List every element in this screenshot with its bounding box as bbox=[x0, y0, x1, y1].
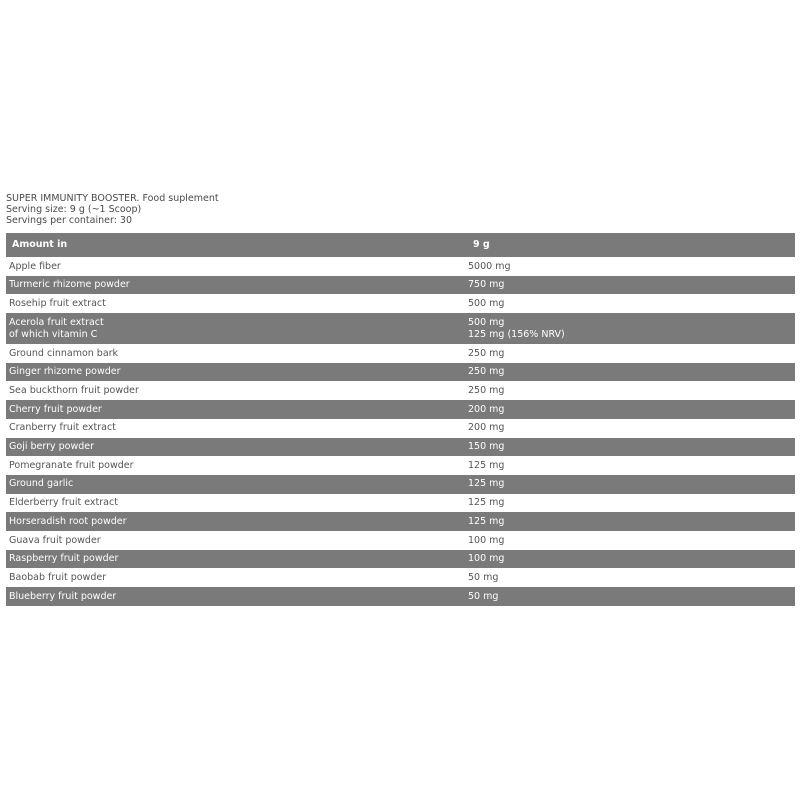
ingredient-name-line: Horseradish root powder bbox=[9, 515, 127, 527]
table-row bbox=[6, 344, 795, 363]
ingredient-name bbox=[6, 478, 465, 490]
ingredient-name bbox=[6, 385, 465, 397]
ingredient-name-line: Acerola fruit extract bbox=[9, 317, 104, 329]
ingredient-amount-line: 250 mg bbox=[468, 366, 505, 378]
serving-size: Serving size: 9 g (~1 Scoop) bbox=[6, 204, 142, 215]
header-serving-amount: 9 g bbox=[473, 239, 490, 251]
ingredient-amount bbox=[465, 478, 795, 490]
table-row bbox=[6, 568, 795, 587]
ingredient-amount-line: 125 mg bbox=[468, 515, 505, 527]
table-row bbox=[6, 475, 795, 494]
ingredient-amount bbox=[465, 385, 795, 397]
ingredient-name bbox=[6, 317, 465, 340]
ingredient-name-line: Goji berry powder bbox=[9, 441, 95, 453]
ingredient-name-line: Raspberry fruit powder bbox=[9, 553, 119, 565]
table-row bbox=[6, 438, 795, 457]
ingredient-amount bbox=[465, 366, 795, 378]
ingredient-name bbox=[6, 404, 465, 416]
ingredient-amount-line: 200 mg bbox=[468, 403, 505, 415]
ingredient-amount bbox=[465, 404, 795, 416]
ingredient-amount-line: 250 mg bbox=[468, 347, 505, 359]
ingredient-name bbox=[6, 366, 465, 378]
ingredient-name bbox=[6, 422, 465, 434]
ingredient-amount-line: 250 mg bbox=[468, 385, 505, 397]
ingredient-amount-line: 750 mg bbox=[468, 279, 505, 291]
ingredient-name-line: Guava fruit powder bbox=[9, 534, 101, 546]
table-row bbox=[6, 276, 795, 295]
ingredient-amount-line: 50 mg bbox=[468, 571, 499, 583]
ingredient-name-line: Pomegranate fruit powder bbox=[9, 459, 134, 471]
ingredient-name bbox=[6, 572, 465, 584]
ingredient-name bbox=[6, 460, 465, 472]
table-row bbox=[6, 294, 795, 313]
ingredient-amount-line: 500 mg bbox=[468, 317, 505, 329]
ingredient-name bbox=[6, 298, 465, 310]
ingredient-amount-line: 125 mg (156% NRV) bbox=[468, 328, 565, 340]
ingredient-name bbox=[6, 348, 465, 360]
ingredient-amount bbox=[465, 572, 795, 584]
ingredient-name-line: Blueberry fruit powder bbox=[9, 590, 117, 602]
ingredient-name-line: Sea buckthorn fruit powder bbox=[9, 385, 139, 397]
table-row bbox=[6, 587, 795, 606]
ingredient-amount bbox=[465, 441, 795, 453]
table-row bbox=[6, 456, 795, 475]
table-row bbox=[6, 550, 795, 569]
ingredient-amount-line: 125 mg bbox=[468, 497, 505, 509]
ingredient-amount bbox=[465, 261, 795, 273]
ingredient-amount-line: 125 mg bbox=[468, 459, 505, 471]
table-row bbox=[6, 512, 795, 531]
ingredient-name bbox=[6, 516, 465, 528]
ingredient-name-line: Cherry fruit powder bbox=[9, 403, 102, 415]
ingredient-amount-line: 50 mg bbox=[468, 590, 499, 602]
ingredient-amount-line: 150 mg bbox=[468, 441, 505, 453]
ingredient-amount bbox=[465, 497, 795, 509]
ingredient-name-line: Baobab fruit powder bbox=[9, 571, 107, 583]
product-intro bbox=[6, 193, 606, 226]
product-title: SUPER IMMUNITY BOOSTER. Food suplement bbox=[6, 193, 219, 204]
table-row bbox=[6, 257, 795, 276]
ingredient-amount-line: 200 mg bbox=[468, 422, 505, 434]
table-row bbox=[6, 531, 795, 550]
table-row bbox=[6, 494, 795, 513]
ingredient-name-line: Ginger rhizome powder bbox=[9, 366, 121, 378]
ingredient-name-line: of which vitamin C bbox=[9, 328, 98, 340]
ingredient-name bbox=[6, 497, 465, 509]
nutrition-table bbox=[6, 233, 795, 606]
ingredient-amount bbox=[465, 591, 795, 603]
ingredient-name-line: Ground cinnamon bark bbox=[9, 347, 119, 359]
ingredient-name bbox=[6, 535, 465, 547]
ingredient-amount bbox=[465, 422, 795, 434]
table-row bbox=[6, 419, 795, 438]
ingredient-amount bbox=[465, 298, 795, 310]
ingredient-amount bbox=[465, 460, 795, 472]
ingredient-amount bbox=[465, 279, 795, 291]
ingredient-amount bbox=[465, 516, 795, 528]
ingredient-name-line: Rosehip fruit extract bbox=[9, 297, 106, 309]
table-header-row bbox=[6, 233, 795, 257]
ingredient-amount bbox=[465, 348, 795, 360]
table-row bbox=[6, 363, 795, 382]
ingredient-amount bbox=[465, 553, 795, 565]
servings-per-container: Servings per container: 30 bbox=[6, 215, 133, 226]
table-body bbox=[6, 257, 795, 606]
ingredient-amount bbox=[465, 317, 795, 340]
ingredient-name-line: Ground garlic bbox=[9, 478, 74, 490]
ingredient-amount bbox=[465, 535, 795, 547]
ingredient-name bbox=[6, 441, 465, 453]
ingredient-amount-line: 5000 mg bbox=[468, 260, 511, 272]
ingredient-amount-line: 500 mg bbox=[468, 297, 505, 309]
ingredient-name-line: Turmeric rhizome powder bbox=[9, 279, 130, 291]
ingredient-name-line: Apple fiber bbox=[9, 260, 61, 272]
table-row bbox=[6, 313, 795, 344]
ingredient-name bbox=[6, 591, 465, 603]
ingredient-name bbox=[6, 279, 465, 291]
table-row bbox=[6, 400, 795, 419]
ingredient-name bbox=[6, 261, 465, 273]
ingredient-name-line: Elderberry fruit extract bbox=[9, 497, 118, 509]
header-amount-in: Amount in bbox=[12, 239, 68, 251]
ingredient-amount-line: 125 mg bbox=[468, 478, 505, 490]
ingredient-name-line: Cranberry fruit extract bbox=[9, 422, 116, 434]
ingredient-amount-line: 100 mg bbox=[468, 534, 505, 546]
ingredient-name bbox=[6, 553, 465, 565]
table-row bbox=[6, 381, 795, 400]
ingredient-amount-line: 100 mg bbox=[468, 553, 505, 565]
